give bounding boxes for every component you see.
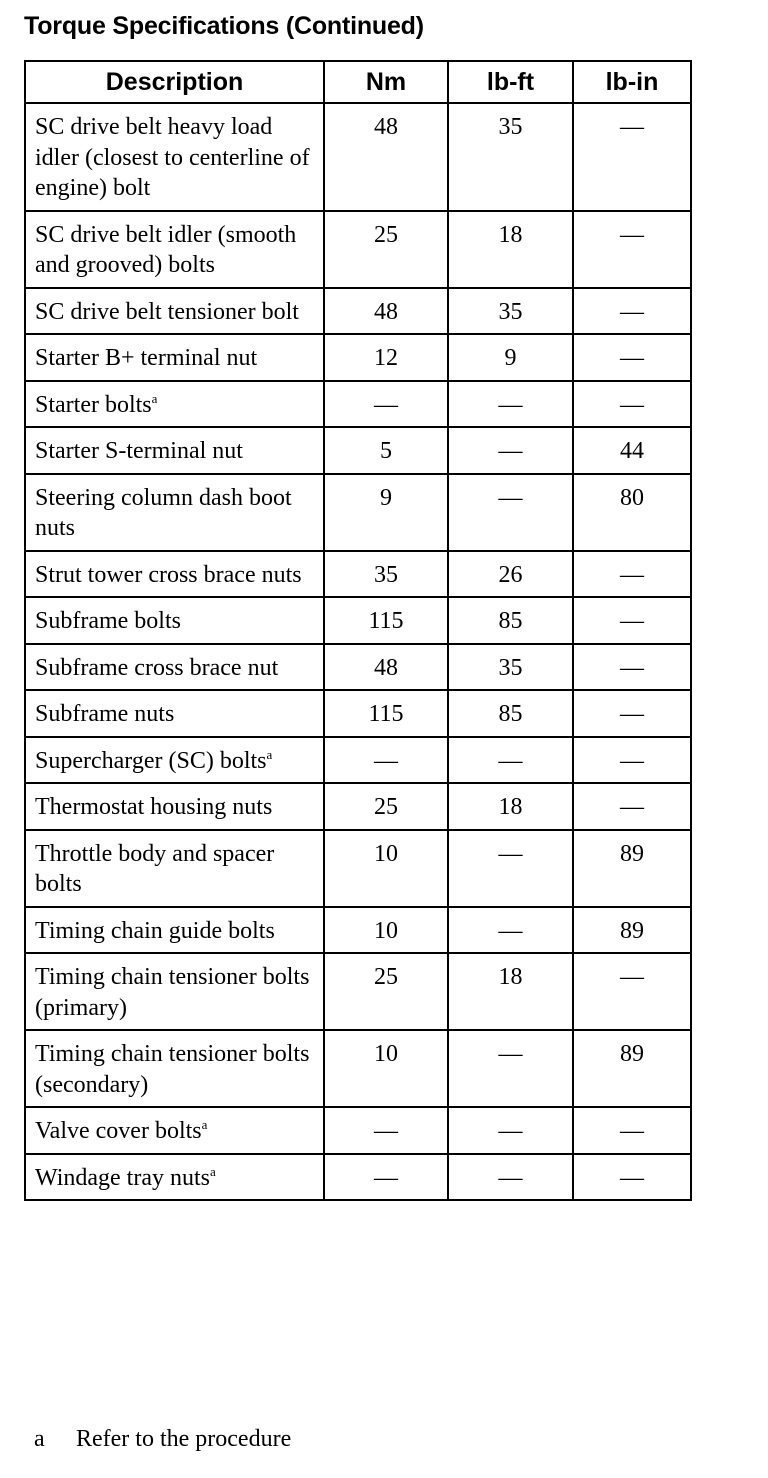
- description-text: Throttle body and spacer bolts: [35, 840, 275, 897]
- table-header-row: [25, 61, 691, 103]
- table-row: [25, 551, 691, 598]
- table-row: [25, 690, 691, 737]
- description-text: Steering column dash boot nuts: [35, 484, 292, 541]
- table-row: [25, 597, 691, 644]
- description-text: SC drive belt idler (smooth and grooved) bolts: [35, 221, 297, 278]
- nm-value-cell: 48: [324, 103, 448, 211]
- table-row: [25, 737, 691, 784]
- lb-in-value-cell: 89: [573, 1030, 691, 1107]
- description-text: Valve cover bolts: [35, 1118, 202, 1144]
- table-row: [25, 783, 691, 830]
- footnote-letter: a: [34, 1426, 45, 1452]
- description-cell: [25, 1030, 324, 1107]
- description-cell: [25, 783, 324, 830]
- footnote-marker: a: [151, 390, 158, 406]
- lb-ft-value-cell: 18: [448, 783, 573, 830]
- description-cell: [25, 103, 324, 211]
- lb-in-value-cell: 89: [573, 907, 691, 954]
- table-row: [25, 288, 691, 335]
- page-title: Torque Specifications (Continued): [24, 12, 424, 40]
- description-cell: [25, 1107, 324, 1154]
- lb-ft-value-cell: 35: [448, 288, 573, 335]
- description-cell: [25, 211, 324, 288]
- lb-ft-value-cell: —: [448, 830, 573, 907]
- table-row: [25, 644, 691, 691]
- description-text: Timing chain tensioner bolts (primary): [35, 964, 310, 1021]
- description-cell: [25, 690, 324, 737]
- lb-in-value-cell: —: [573, 690, 691, 737]
- description-cell: [25, 288, 324, 335]
- description-cell: [25, 381, 324, 428]
- nm-value-cell: 48: [324, 644, 448, 691]
- lb-ft-value-cell: 26: [448, 551, 573, 598]
- nm-value-cell: 115: [324, 597, 448, 644]
- table-row: [25, 381, 691, 428]
- nm-value-cell: 48: [324, 288, 448, 335]
- nm-value-cell: —: [324, 1107, 448, 1154]
- header-nm: Nm: [324, 61, 448, 103]
- lb-ft-value-cell: —: [448, 1107, 573, 1154]
- table-row: [25, 953, 691, 1030]
- description-text: Starter B+ terminal nut: [35, 345, 258, 371]
- lb-in-value-cell: —: [573, 288, 691, 335]
- table-row: [25, 907, 691, 954]
- description-text: Subframe nuts: [35, 701, 175, 727]
- lb-ft-value-cell: —: [448, 427, 573, 474]
- description-text: Windage tray nuts: [35, 1164, 210, 1191]
- nm-value-cell: 10: [324, 1030, 448, 1107]
- header-lb-in: lb-in: [573, 61, 691, 103]
- lb-ft-value-cell: 35: [448, 103, 573, 211]
- lb-ft-value-cell: 18: [448, 953, 573, 1030]
- lb-in-value-cell: —: [573, 103, 691, 211]
- lb-in-value-cell: 89: [573, 830, 691, 907]
- lb-in-value-cell: —: [573, 334, 691, 381]
- lb-in-value-cell: 44: [573, 427, 691, 474]
- nm-value-cell: —: [324, 737, 448, 784]
- table-body: [25, 103, 691, 1200]
- footnote-text: Refer to the procedure: [76, 1426, 292, 1452]
- table-row: [25, 334, 691, 381]
- lb-in-value-cell: —: [573, 1154, 691, 1201]
- nm-value-cell: 25: [324, 211, 448, 288]
- description-cell: [25, 427, 324, 474]
- lb-in-value-cell: —: [573, 551, 691, 598]
- table-row: [25, 830, 691, 907]
- footnote-marker: a: [266, 746, 273, 762]
- description-text: Subframe cross brace nut: [35, 654, 279, 681]
- lb-ft-value-cell: —: [448, 737, 573, 784]
- lb-ft-value-cell: —: [448, 474, 573, 551]
- lb-ft-value-cell: —: [448, 1030, 573, 1107]
- footnote-marker: a: [209, 1163, 216, 1179]
- description-cell: [25, 907, 324, 954]
- table-row: [25, 1107, 691, 1154]
- lb-ft-value-cell: 85: [448, 690, 573, 737]
- nm-value-cell: 115: [324, 690, 448, 737]
- table-row: [25, 1154, 691, 1201]
- table-row: [25, 427, 691, 474]
- description-cell: [25, 953, 324, 1030]
- nm-value-cell: 10: [324, 830, 448, 907]
- lb-in-value-cell: —: [573, 1107, 691, 1154]
- table-row: [25, 103, 691, 211]
- description-text: Timing chain guide bolts: [35, 917, 275, 944]
- lb-ft-value-cell: 9: [448, 334, 573, 381]
- description-cell: [25, 737, 324, 784]
- lb-ft-value-cell: —: [448, 907, 573, 954]
- description-cell: [25, 551, 324, 598]
- nm-value-cell: 25: [324, 953, 448, 1030]
- nm-value-cell: —: [324, 1154, 448, 1201]
- lb-ft-value-cell: —: [448, 1154, 573, 1201]
- description-text: SC drive belt heavy load idler (closest to centerline of engine) bolt: [35, 114, 310, 201]
- description-text: SC drive belt tensioner bolt: [35, 298, 299, 325]
- description-text: Starter bolts: [35, 391, 152, 418]
- nm-value-cell: —: [324, 381, 448, 428]
- description-cell: [25, 597, 324, 644]
- lb-in-value-cell: —: [573, 737, 691, 784]
- nm-value-cell: 12: [324, 334, 448, 381]
- description-cell: [25, 830, 324, 907]
- table-row: [25, 474, 691, 551]
- lb-in-value-cell: 80: [573, 474, 691, 551]
- header-description: Description: [25, 61, 324, 103]
- lb-ft-value-cell: 85: [448, 597, 573, 644]
- description-cell: [25, 644, 324, 691]
- nm-value-cell: 10: [324, 907, 448, 954]
- footnote-marker: a: [201, 1117, 208, 1132]
- description-cell: [25, 334, 324, 381]
- nm-value-cell: 35: [324, 551, 448, 598]
- torque-spec-table: [24, 60, 692, 1201]
- lb-in-value-cell: —: [573, 953, 691, 1030]
- lb-in-value-cell: —: [573, 381, 691, 428]
- lb-in-value-cell: —: [573, 597, 691, 644]
- description-text: Thermostat housing nuts: [35, 794, 273, 820]
- description-text: Subframe bolts: [35, 608, 181, 634]
- description-text: Timing chain tensioner bolts (secondary): [35, 1041, 310, 1098]
- description-cell: [25, 474, 324, 551]
- nm-value-cell: 9: [324, 474, 448, 551]
- lb-in-value-cell: —: [573, 783, 691, 830]
- lb-ft-value-cell: —: [448, 381, 573, 428]
- nm-value-cell: 5: [324, 427, 448, 474]
- lb-in-value-cell: —: [573, 644, 691, 691]
- table-row: [25, 211, 691, 288]
- description-text: Supercharger (SC) bolts: [35, 747, 267, 774]
- header-lb-ft: lb-ft: [448, 61, 573, 103]
- description-cell: [25, 1154, 324, 1201]
- lb-in-value-cell: —: [573, 211, 691, 288]
- nm-value-cell: 25: [324, 783, 448, 830]
- table-row: [25, 1030, 691, 1107]
- footnote: [34, 1426, 291, 1453]
- description-text: Starter S-terminal nut: [35, 438, 243, 464]
- description-text: Strut tower cross brace nuts: [35, 561, 302, 588]
- lb-ft-value-cell: 35: [448, 644, 573, 691]
- lb-ft-value-cell: 18: [448, 211, 573, 288]
